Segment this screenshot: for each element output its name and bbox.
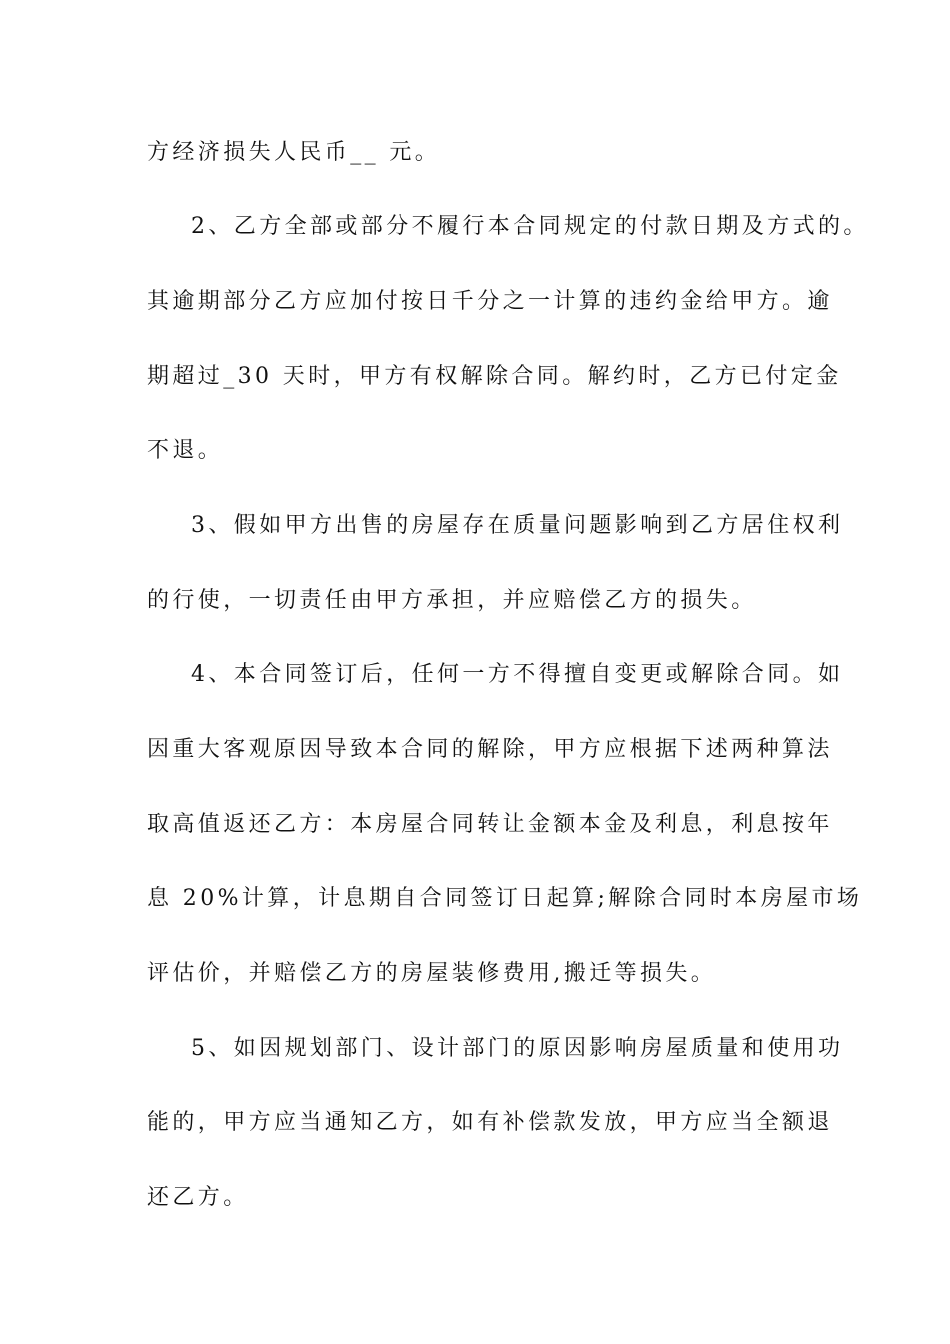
text-line-2: 2、乙方全部或部分不履行本合同规定的付款日期及方式的。 <box>191 214 869 239</box>
text-line-14: 能的，甲方应当通知乙方，如有补偿款发放，甲方应当全额退 <box>147 1110 833 1135</box>
text-line-6: 3、假如甲方出售的房屋存在质量问题影响到乙方居住权利 <box>191 513 844 538</box>
text-line-3: 其逾期部分乙方应加付按日千分之一计算的违约金给甲方。逾 <box>147 289 833 314</box>
text-line-12: 评估价，并赔偿乙方的房屋装修费用,搬迁等损失。 <box>147 961 717 986</box>
text-line-13: 5、如因规划部门、设计部门的原因影响房屋质量和使用功 <box>191 1036 844 1061</box>
text-line-1: 方经济损失人民币__ 元。 <box>147 140 441 165</box>
text-line-9: 因重大客观原因导致本合同的解除，甲方应根据下述两种算法 <box>147 737 833 762</box>
text-line-7: 的行使，一切责任由甲方承担，并应赔偿乙方的损失。 <box>147 588 757 613</box>
text-line-5: 不退。 <box>147 438 224 463</box>
text-line-10: 取高值返还乙方：本房屋合同转让金额本金及利息，利息按年 <box>147 812 833 837</box>
text-line-4: 期超过_30 天时，甲方有权解除合同。解约时，乙方已付定金 <box>147 364 842 389</box>
text-line-15: 还乙方。 <box>147 1185 249 1210</box>
text-line-8: 4、本合同签订后，任何一方不得擅自变更或解除合同。如 <box>191 662 844 687</box>
text-line-11: 息 20%计算，计息期自合同签订日起算;解除合同时本房屋市场 <box>147 886 863 911</box>
